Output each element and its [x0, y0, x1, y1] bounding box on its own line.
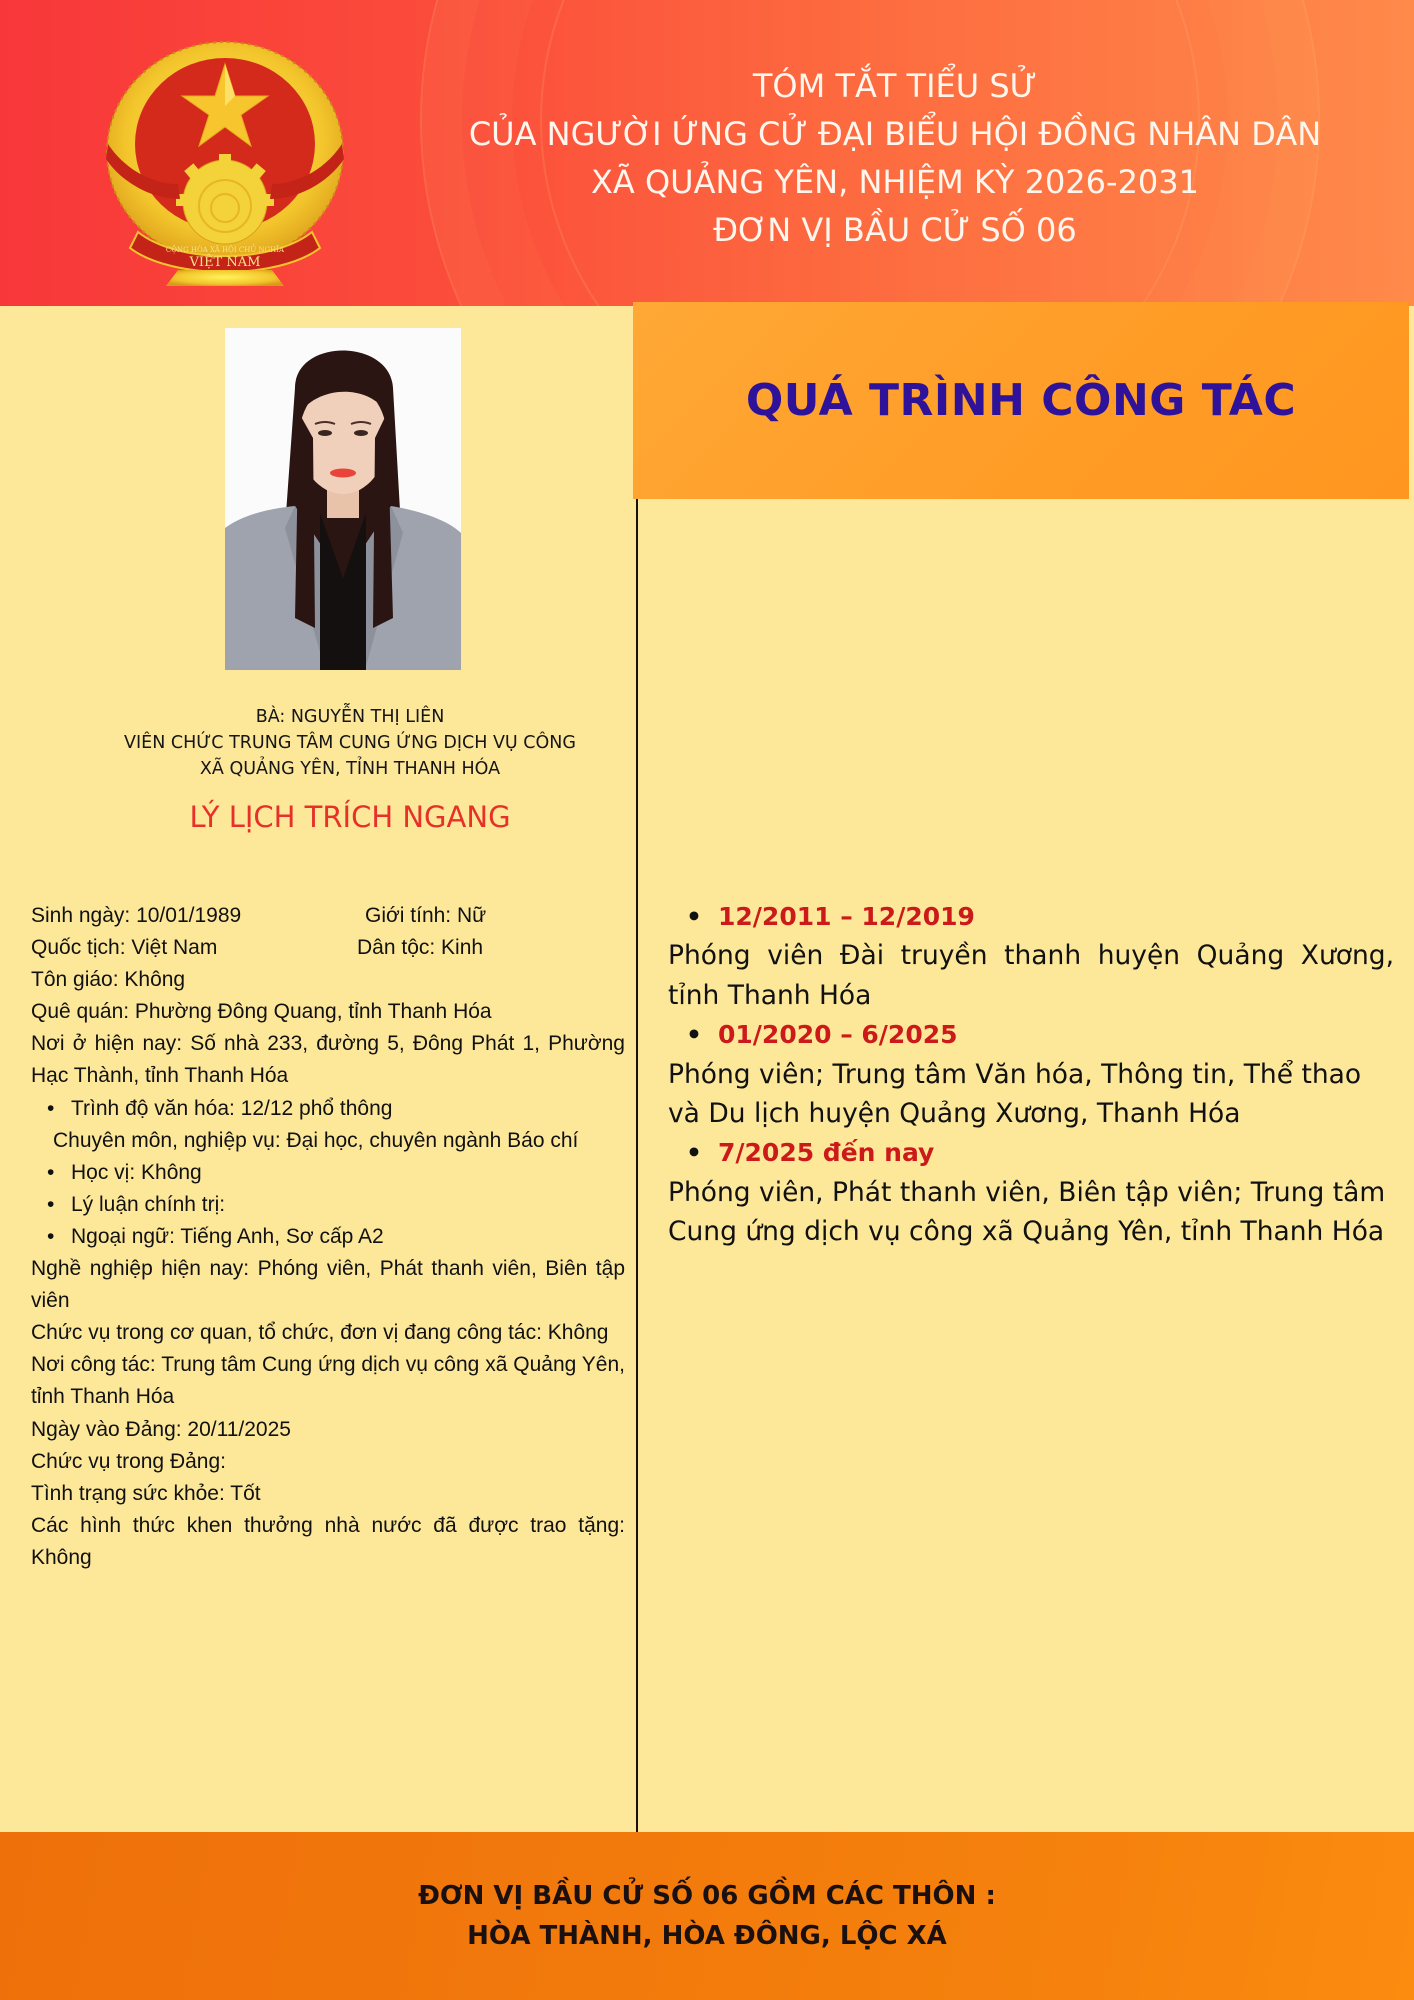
electoral-unit-label: ĐƠN VỊ BẦU CỬ SỐ 06 GỒM CÁC THÔN : [418, 1881, 996, 1911]
svg-text:VIỆT NAM: VIỆT NAM [189, 255, 261, 270]
party-position: Chức vụ trong Đảng: [31, 1449, 226, 1473]
education-level: • Trình độ văn hóa: 12/12 phổ thông [31, 1093, 625, 1125]
column-divider [636, 499, 638, 1832]
bio-row-nationality-ethnicity [31, 932, 625, 964]
candidate-position-line-2: XÃ QUẢNG YÊN, TỈNH THANH HÓA [199, 759, 501, 779]
title-line-4: ĐƠN VỊ BẦU CỬ SỐ 06 [713, 211, 1077, 249]
specialty: Chuyên môn, nghiệp vụ: Đại học, chuyên ngành Báo chí [53, 1128, 579, 1152]
career-heading-box [633, 302, 1409, 499]
career-description: Phóng viên, Phát thanh viên, Biên tập viên; Trung tâm Cung ứng dịch vụ công xã Quảng Yên, tỉnh Thanh Hóa [668, 1176, 1386, 1248]
header-banner [0, 0, 1414, 306]
career-entry [668, 1133, 1394, 1251]
candidate-position-line-1: VIÊN CHỨC TRUNG TÂM CUNG ỨNG DỊCH VỤ CÔNG [124, 733, 576, 753]
birth-date: Sinh ngày: 10/01/1989 [31, 904, 242, 927]
svg-text:CỘNG HÒA XÃ HỘI CHỦ NGHĨA: CỘNG HÒA XÃ HỘI CHỦ NGHĨA [165, 246, 285, 254]
career-period: • 12/2011 – 12/2019 [668, 897, 1394, 936]
bio-details [31, 900, 625, 1574]
health-status: Tình trạng sức khỏe: Tốt [31, 1481, 261, 1505]
party-join-date: Ngày vào Đảng: 20/11/2025 [31, 1417, 291, 1441]
workplace: Nơi công tác: Trung tâm Cung ứng dịch vụ công xã Quảng Yên, tỉnh Thanh Hóa [31, 1353, 625, 1409]
career-period: • 01/2020 – 6/2025 [668, 1015, 1394, 1054]
career-timeline [668, 897, 1394, 1252]
footer-banner [0, 1832, 1414, 2000]
bio-row-birth-gender [31, 900, 625, 932]
gender: Giới tính: Nữ [365, 904, 487, 927]
hometown: Quê quán: Phường Đông Quang, tỉnh Thanh Hóa [31, 1000, 492, 1024]
foreign-language: • Ngoại ngữ: Tiếng Anh, Sơ cấp A2 [31, 1221, 625, 1253]
bio-heading: LÝ LỊCH TRÍCH NGANG [189, 800, 511, 834]
career-entry [668, 1015, 1394, 1133]
religion: Tôn giáo: Không [31, 968, 186, 992]
nationality: Quốc tịch: Việt Nam [31, 936, 218, 960]
career-description: Phóng viên; Trung tâm Văn hóa, Thông tin, Thể thao và Du lịch huyện Quảng Xương, Thanh Hóa [668, 1058, 1362, 1130]
title-line-3: XÃ QUẢNG YÊN, NHIỆM KỲ 2026-2031 [591, 163, 1199, 201]
career-period: • 7/2025 đến nay [668, 1133, 1394, 1172]
title-line-2: CỦA NGƯỜI ỨNG CỬ ĐẠI BIỂU HỘI ĐỒNG NHÂN DÂN [468, 115, 1322, 153]
career-entry [668, 897, 1394, 1015]
national-emblem-icon [98, 34, 352, 286]
candidate-photo [225, 328, 461, 670]
candidate-name: BÀ: NGUYỄN THỊ LIÊN [255, 707, 445, 727]
occupation: Nghề nghiệp hiện nay: Phóng viên, Phát thanh viên, Biên tập viên [31, 1257, 625, 1313]
office-position: Chức vụ trong cơ quan, tổ chức, đơn vị đang công tác: Không [31, 1321, 609, 1345]
electoral-villages: HÒA THÀNH, HÒA ĐÔNG, LỘC XÁ [467, 1921, 947, 1951]
academic-degree: • Học vị: Không [31, 1157, 625, 1189]
career-heading: QUÁ TRÌNH CÔNG TÁC [745, 375, 1297, 426]
ethnicity: Dân tộc: Kinh [357, 936, 484, 960]
career-description: Phóng viên Đài truyền thanh huyện Quảng Xương, tỉnh Thanh Hóa [668, 940, 1394, 1011]
portrait-icon [225, 328, 461, 670]
state-awards: Các hình thức khen thưởng nhà nước đã được trao tặng: Không [31, 1513, 625, 1569]
residence: Nơi ở hiện nay: Số nhà 233, đường 5, Đông Phát 1, Phường Hạc Thành, tỉnh Thanh Hóa [31, 1032, 625, 1088]
political-theory: • Lý luận chính trị: [31, 1189, 625, 1221]
title-line-1: TÓM TẮT TIỂU SỬ [752, 67, 1038, 105]
document-title [430, 62, 1360, 254]
candidate-name-block [60, 704, 640, 782]
